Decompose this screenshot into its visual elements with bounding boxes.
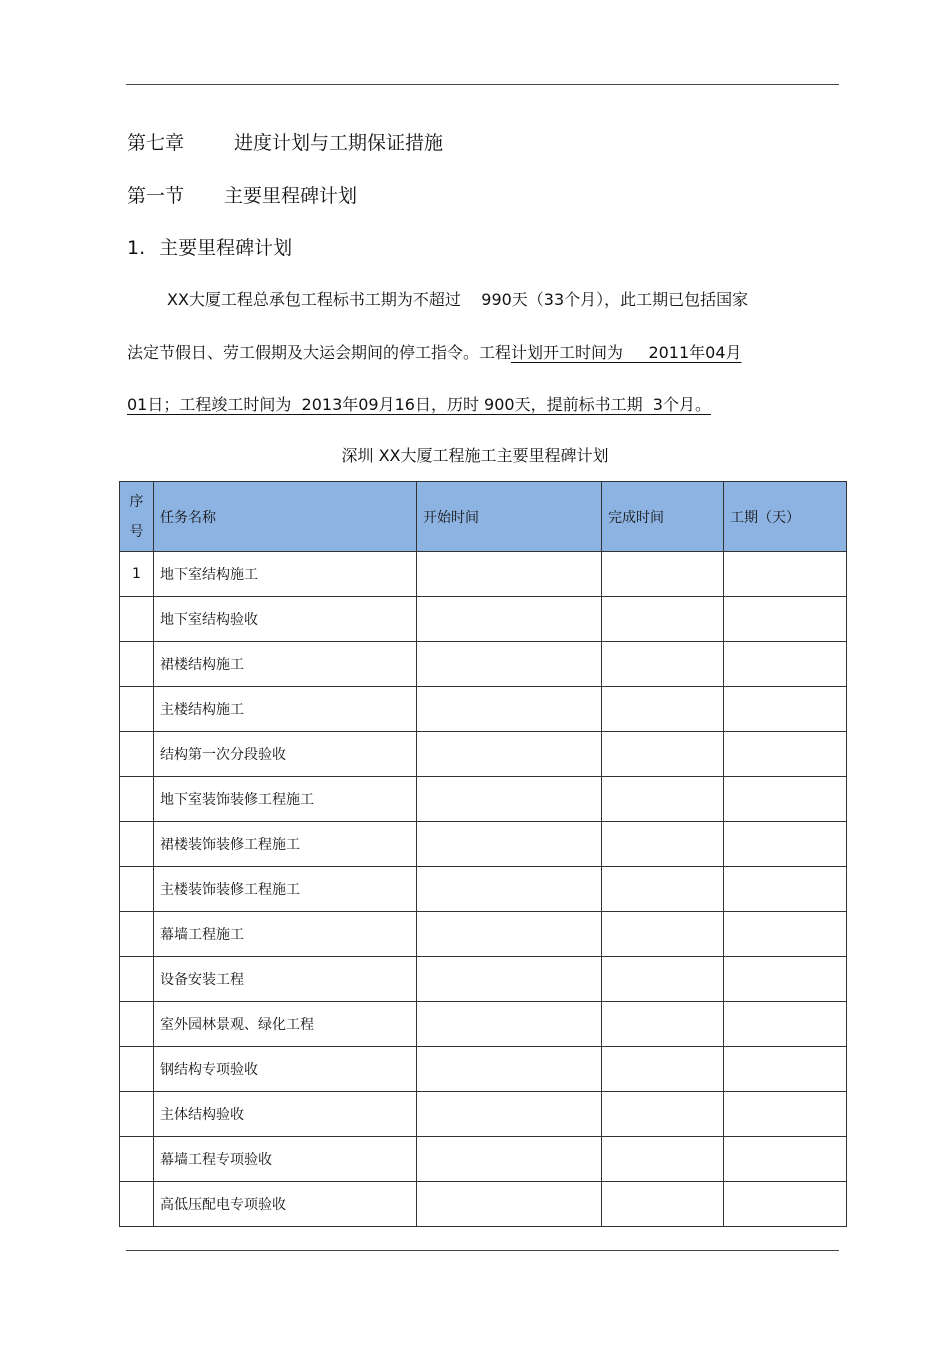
header-finish-time: 完成时间 <box>602 482 724 552</box>
row-seq <box>120 912 154 957</box>
row-duration <box>724 597 847 642</box>
row-seq <box>120 1137 154 1182</box>
table-row <box>120 1047 847 1092</box>
row-duration <box>724 1047 847 1092</box>
subsection-number: 1. <box>127 237 146 259</box>
row-start-time <box>417 687 602 732</box>
header-rule <box>126 84 839 85</box>
row-finish-time <box>602 642 724 687</box>
table-row <box>120 912 847 957</box>
row-duration <box>724 1002 847 1047</box>
row-duration <box>724 867 847 912</box>
table-row <box>120 732 847 777</box>
header-task-name: 任务名称 <box>154 482 417 552</box>
row-seq <box>120 1002 154 1047</box>
row-seq <box>120 597 154 642</box>
table-row <box>120 957 847 1002</box>
row-finish-time <box>602 732 724 777</box>
row-seq <box>120 1092 154 1137</box>
table-row <box>120 597 847 642</box>
row-seq <box>120 642 154 687</box>
row-finish-time <box>602 777 724 822</box>
table-row <box>120 1182 847 1227</box>
row-finish-time <box>602 597 724 642</box>
header-start-time: 开始时间 <box>417 482 602 552</box>
table-row <box>120 1137 847 1182</box>
row-duration <box>724 1182 847 1227</box>
row-task-name: 幕墙工程施工 <box>154 912 417 957</box>
planned-start-date-text: 计划开工时间为 2011年04月 <box>511 343 742 362</box>
row-start-time <box>417 597 602 642</box>
footer-rule <box>126 1250 839 1251</box>
header-duration: 工期（天） <box>724 482 847 552</box>
row-start-time <box>417 642 602 687</box>
row-start-time <box>417 822 602 867</box>
row-finish-time <box>602 1047 724 1092</box>
row-task-name: 地下室结构验收 <box>154 597 417 642</box>
row-start-time <box>417 1092 602 1137</box>
row-finish-time <box>602 867 724 912</box>
row-task-name: 结构第一次分段验收 <box>154 732 417 777</box>
chapter-title: 进度计划与工期保证措施 <box>234 132 444 154</box>
row-finish-time <box>602 1002 724 1047</box>
row-start-time <box>417 1002 602 1047</box>
section-title: 主要里程碑计划 <box>224 185 358 207</box>
row-seq: 1 <box>120 552 154 597</box>
subsection-title: 主要里程碑计划 <box>159 237 293 259</box>
row-start-time <box>417 732 602 777</box>
section-heading <box>127 181 357 208</box>
row-seq <box>120 957 154 1002</box>
row-finish-time <box>602 1092 724 1137</box>
table-row <box>120 552 847 597</box>
row-start-time <box>417 1137 602 1182</box>
milestone-table <box>119 481 847 1227</box>
row-task-name: 主体结构验收 <box>154 1092 417 1137</box>
completion-date-text: 01日；工程竣工时间为 2013年09月16日，历时 900天，提前标书工期 3个月。 <box>127 395 711 414</box>
table-header-row <box>120 482 847 552</box>
row-start-time <box>417 867 602 912</box>
row-task-name: 室外园林景观、绿化工程 <box>154 1002 417 1047</box>
row-task-name: 地下室装饰装修工程施工 <box>154 777 417 822</box>
table-row <box>120 1002 847 1047</box>
row-seq <box>120 822 154 867</box>
row-start-time <box>417 1182 602 1227</box>
row-task-name: 裙楼结构施工 <box>154 642 417 687</box>
table-row <box>120 1092 847 1137</box>
row-duration <box>724 912 847 957</box>
row-start-time <box>417 1047 602 1092</box>
section-number: 第一节 <box>127 185 185 207</box>
row-task-name: 高低压配电专项验收 <box>154 1182 417 1227</box>
table-title: 深圳 XX大厦工程施工主要里程碑计划 <box>341 446 609 465</box>
paragraph-line-1: XX大厦工程总承包工程标书工期为不超过 990天（33个月），此工期已包括国家 <box>167 290 749 309</box>
row-start-time <box>417 957 602 1002</box>
row-duration <box>724 822 847 867</box>
paragraph-line-2 <box>127 340 839 363</box>
paragraph-line-3 <box>127 392 839 415</box>
row-duration <box>724 1092 847 1137</box>
row-seq <box>120 1047 154 1092</box>
row-finish-time <box>602 957 724 1002</box>
row-duration <box>724 687 847 732</box>
row-task-name: 钢结构专项验收 <box>154 1047 417 1092</box>
row-finish-time <box>602 1137 724 1182</box>
row-duration <box>724 957 847 1002</box>
row-task-name: 裙楼装饰装修工程施工 <box>154 822 417 867</box>
row-finish-time <box>602 1182 724 1227</box>
row-duration <box>724 732 847 777</box>
row-task-name: 幕墙工程专项验收 <box>154 1137 417 1182</box>
row-duration <box>724 1137 847 1182</box>
paragraph-line-2-text: 法定节假日、劳工假期及大运会期间的停工指令。工程 <box>127 343 512 362</box>
table-row <box>120 867 847 912</box>
subsection-heading <box>127 233 292 260</box>
row-task-name: 主楼装饰装修工程施工 <box>154 867 417 912</box>
row-start-time <box>417 552 602 597</box>
table-row <box>120 822 847 867</box>
row-finish-time <box>602 687 724 732</box>
row-seq <box>120 732 154 777</box>
chapter-number: 第七章 <box>127 132 185 154</box>
table-row <box>120 687 847 732</box>
row-duration <box>724 552 847 597</box>
row-duration <box>724 777 847 822</box>
table-row <box>120 777 847 822</box>
table-row <box>120 642 847 687</box>
chapter-heading <box>127 128 443 155</box>
header-seq: 序 号 <box>120 482 154 552</box>
row-start-time <box>417 912 602 957</box>
row-start-time <box>417 777 602 822</box>
row-seq <box>120 867 154 912</box>
row-task-name: 地下室结构施工 <box>154 552 417 597</box>
row-finish-time <box>602 912 724 957</box>
row-seq <box>120 687 154 732</box>
row-duration <box>724 642 847 687</box>
row-task-name: 设备安装工程 <box>154 957 417 1002</box>
row-task-name: 主楼结构施工 <box>154 687 417 732</box>
row-finish-time <box>602 552 724 597</box>
row-seq <box>120 1182 154 1227</box>
row-seq <box>120 777 154 822</box>
row-finish-time <box>602 822 724 867</box>
